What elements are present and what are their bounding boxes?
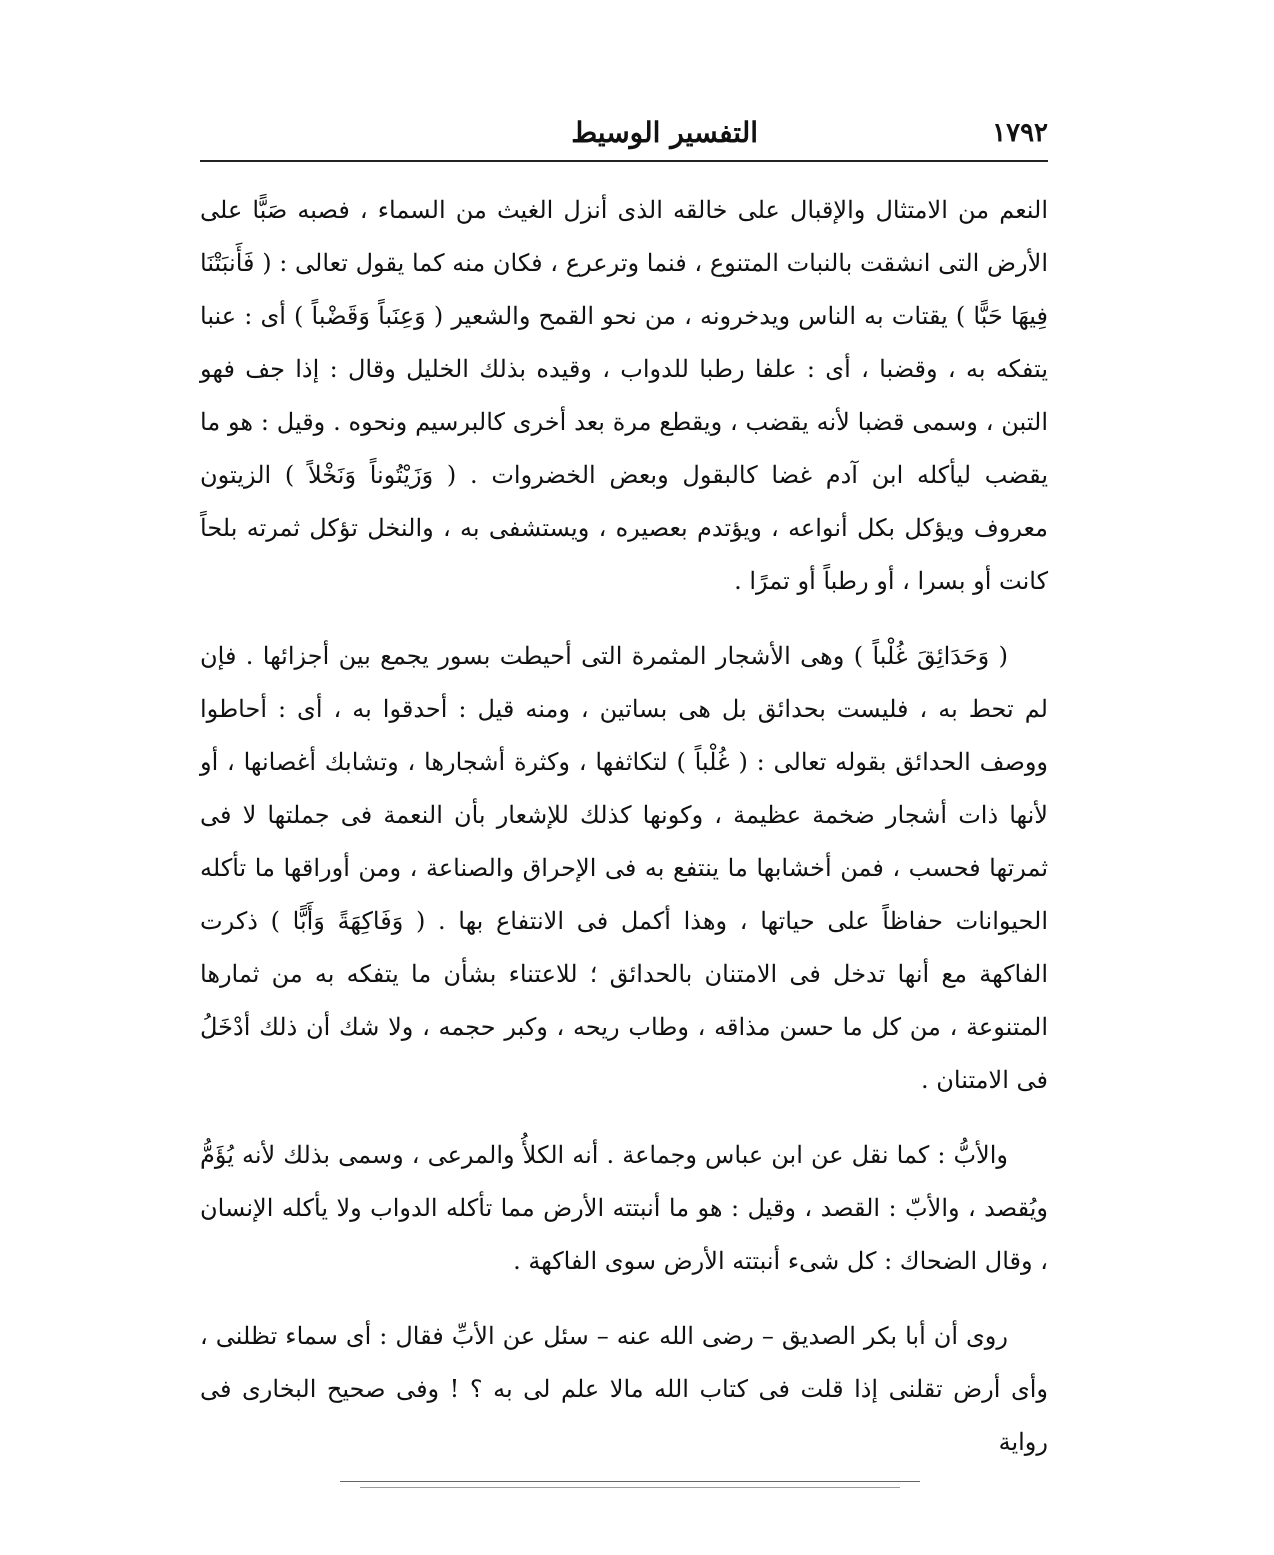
page-number: ١٧٩٢ [992, 118, 1048, 148]
paragraph-1: النعم من الامتثال والإقبال على خالقه الذى أنزل الغيث من السماء ، فصبه صَبًّا على الأرض التى انشقت بالنبات المتنوع ، فنما وترعرع ، فكان منه كما يقول تعالى : ( فَأَنبَتْنَا فِيهَا حَبًّا ) يقتات به الناس ويدخرونه ، من نحو القمح والشعير ( وَعِنَباً وَقَضْباً ) أى : عنبا يتفكه به ، وقضبا ، أى : علفا رطبا للدواب ، وقيده بذلك الخليل وقال : إذا جف فهو التبن ، وسمى قضبا لأنه يقضب ، ويقطع مرة بعد أخرى كالبرسيم ونحوه . وقيل : هو ما يقضب ليأكله ابن آدم غضا كالبقول وبعض الخضروات . ( وَزَيْتُوناً وَنَخْلاً ) الزيتون معروف ويؤكل بكل أنواعه ، ويؤتدم بعصيره ، ويستشفى به ، والنخل تؤكل ثمرته بلحاً كانت أو بسرا ، أو رطباً أو تمرًا . [200, 196, 1048, 595]
footer-rule-secondary [360, 1487, 900, 1488]
body-text [200, 184, 1048, 1469]
paragraph-2: ( وَحَدَائِقَ غُلْباً ) وهى الأشجار المثمرة التى أحيطت بسور يجمع بين أجزائها . فإن لم تحط به ، فليست بحدائق بل هى بساتين ، ومنه قيل : أحدقوا به ، أى : أحاطوا ووصف الحدائق بقوله تعالى : ( غُلْباً ) لتكاثفها ، وكثرة أشجارها ، وتشابك أغصانها ، أو لأنها ذات أشجار ضخمة عظيمة ، وكونها كذلك للإشعار بأن النعمة فى جملتها لا فى ثمرتها فحسب ، فمن أخشابها ما ينتفع به فى الإحراق والصناعة ، ومن أوراقها ما تأكله الحيوانات حفاظاً على حياتها ، وهذا أكمل فى الانتفاع بها . ( وَفَاكِهَةً وَأَبًّا ) ذكرت الفاكهة مع أنها تدخل فى الامتنان بالحدائق ؛ للاعتناء بشأن ما يتفكه به من ثمارها المتنوعة ، من كل ما حسن مذاقه ، وطاب ريحه ، وكبر حجمه ، ولا شك أن ذلك أدْخَلُ فى الامتنان . [200, 642, 1048, 1094]
paragraph-4: روى أن أبا بكر الصديق – رضى الله عنه – سئل عن الأبِّ فقال : أى سماء تظلنى ، وأى أرض تقلنى إذا قلت فى كتاب الله مالا علم لى به ؟ ! وفى صحيح البخارى فى رواية [200, 1322, 1048, 1456]
paragraph-3: والأبُّ : كما نقل عن ابن عباس وجماعة . أنه الكلأُ والمرعى ، وسمى بذلك لأنه يُؤَمُّ ويُقصد ، والأبّ : القصد ، وقيل : هو ما أنبتته الأرض مما تأكله الدواب ولا يأكله الإنسان ، وقال الضحاك : كل شىء أنبتته الأرض سوى الفاكهة . [200, 1141, 1048, 1275]
running-title: التفسير الوسيط [571, 116, 758, 149]
footer-rule [340, 1481, 920, 1482]
page-header [200, 112, 1048, 160]
header-rule [200, 160, 1048, 162]
